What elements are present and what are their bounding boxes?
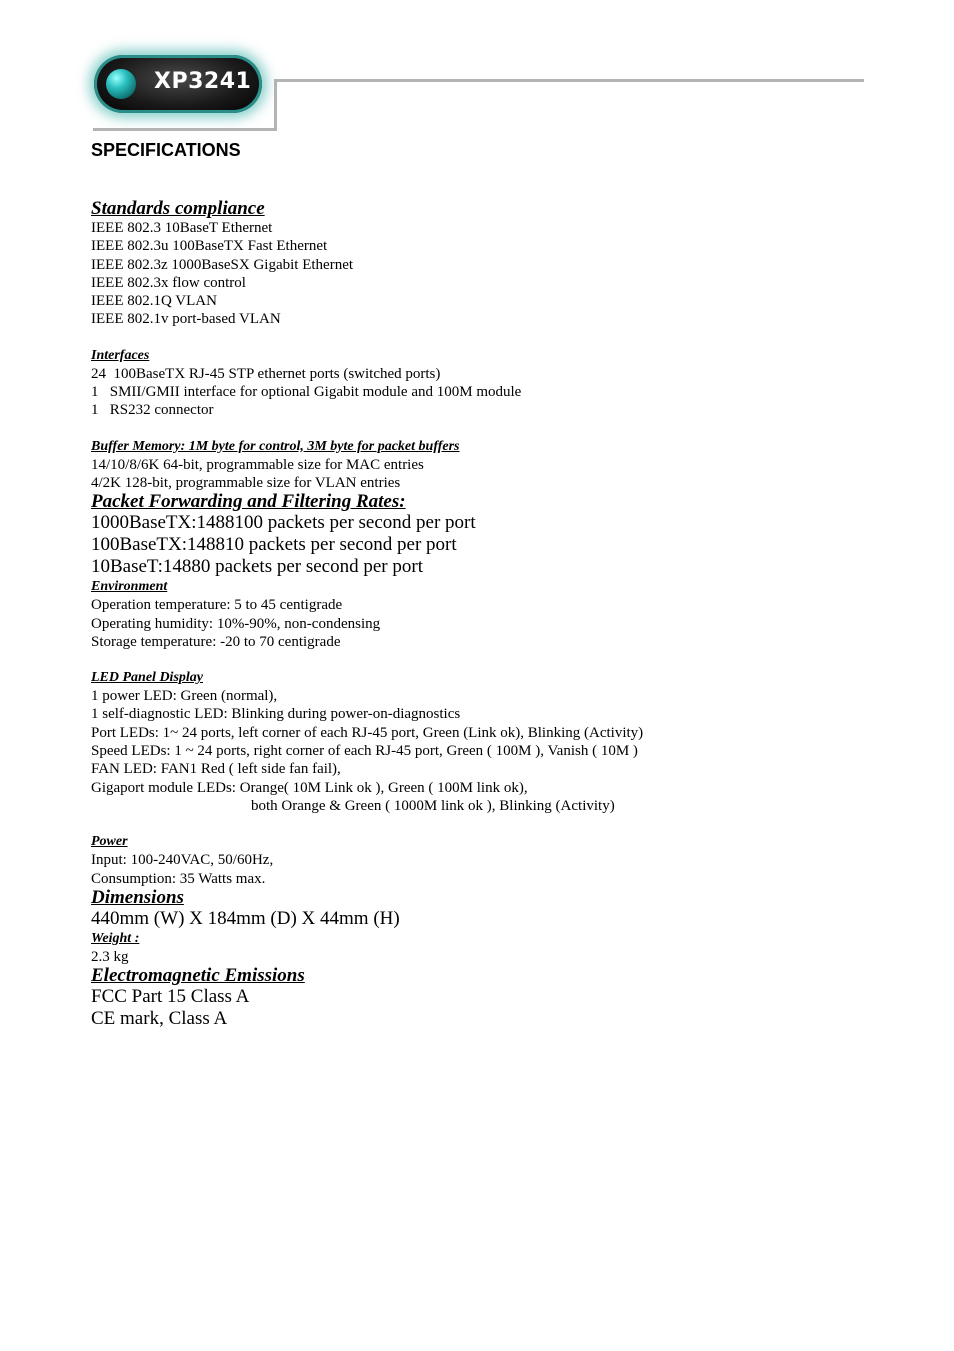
forwarding-item: 1000BaseTX:1488100 packets per second per port [91,512,476,534]
emissions-item: FCC Part 15 Class A [91,986,250,1008]
led-item: Speed LEDs: 1 ~ 24 ports, right corner of each RJ-45 port, Green ( 100M ), Vanish ( 10M ) [91,743,638,760]
led-item-continuation: both Orange & Green ( 1000M link ok ), Blinking (Activity) [251,797,615,814]
power-item: Consumption: 35 Watts max. [91,870,266,887]
forwarding-item: 10BaseT:14880 packets per second per port [91,556,423,578]
standards-item: IEEE 802.3x flow control [91,274,246,291]
product-badge [94,55,262,113]
forwarding-heading: Packet Forwarding and Filtering Rates: [91,491,406,513]
buffer-heading: Buffer Memory: 1M byte for control, 3M byte for packet buffers [91,438,460,454]
interfaces-item: 1 RS232 connector [91,402,214,419]
standards-item: IEEE 802.1Q VLAN [91,293,217,310]
standards-item: IEEE 802.1v port-based VLAN [91,311,281,328]
led-item: FAN LED: FAN1 Red ( left side fan fail), [91,761,341,778]
header-rule-bottom [93,128,277,131]
environment-item: Operation temperature: 5 to 45 centigrade [91,597,343,614]
standards-item: IEEE 802.3z 1000BaseSX Gigabit Ethernet [91,256,354,273]
product-model-label: XP3241 [154,69,252,94]
interfaces-heading: Interfaces [91,347,150,363]
spec-content [91,139,891,1030]
buffer-item: 14/10/8/6K 64-bit, programmable size for MAC entries [91,456,424,473]
power-item: Input: 100-240VAC, 50/60Hz, [91,852,274,869]
buffer-item: 4/2K 128-bit, programmable size for VLAN entries [91,474,401,491]
badge-sphere-icon [106,69,136,99]
dimensions-value: 440mm (W) X 184mm (D) X 44mm (H) [91,907,400,929]
emissions-item: CE mark, Class A [91,1008,228,1030]
environment-item: Storage temperature: -20 to 70 centigrade [91,633,341,650]
interfaces-item: 24 100BaseTX RJ-45 STP ethernet ports (switched ports) [91,365,441,382]
interfaces-item: 1 SMII/GMII interface for optional Gigabit module and 100M module [91,384,522,401]
dimensions-heading: Dimensions [91,886,184,908]
led-item: Gigaport module LEDs: Orange( 10M Link ok ), Green ( 100M link ok), [91,779,528,796]
led-item: 1 power LED: Green (normal), [91,688,278,705]
power-heading: Power [91,834,128,850]
header-rule-vertical [274,79,277,131]
environment-item: Operating humidity: 10%-90%, non-condensing [91,615,381,632]
led-item: 1 self-diagnostic LED: Blinking during power-on-diagnostics [91,706,461,723]
emissions-heading: Electromagnetic Emissions [91,965,305,987]
standards-heading: Standards compliance [91,198,265,219]
led-item: Port LEDs: 1~ 24 ports, left corner of each RJ-45 port, Green (Link ok), Blinking (Activity) [91,724,644,741]
weight-value: 2.3 kg [91,948,129,965]
weight-heading: Weight : [91,930,140,946]
header-rule-top [274,79,864,82]
standards-item: IEEE 802.3u 100BaseTX Fast Ethernet [91,238,328,255]
standards-item: IEEE 802.3 10BaseT Ethernet [91,220,273,236]
environment-heading: Environment [91,579,168,595]
page-title: SPECIFICATIONS [91,140,241,160]
led-heading: LED Panel Display [91,670,203,686]
forwarding-item: 100BaseTX:148810 packets per second per port [91,534,457,556]
